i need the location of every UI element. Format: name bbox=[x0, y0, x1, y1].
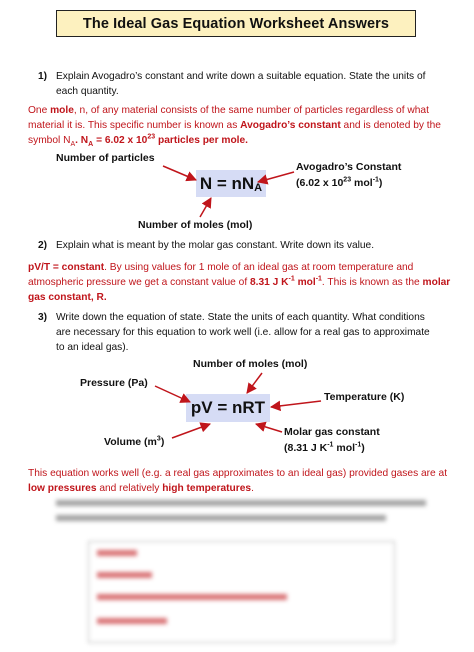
label-avogadro-constant: Avogadro’s Constant bbox=[296, 161, 402, 173]
question-3-line-1: Write down the equation of state. State the units of each quantity. What conditions bbox=[56, 312, 425, 323]
label-number-of-moles-2: Number of moles (mol) bbox=[193, 358, 308, 370]
answer-2-line-2: atmospheric pressure we get a constant value of 8.31 J $K^{-1}$ mol$^{-1}$. This is known as the molar bbox=[28, 275, 451, 288]
arrow-volume bbox=[172, 424, 210, 438]
arrow-pressure bbox=[155, 386, 190, 402]
blurred-question-4-text bbox=[56, 495, 436, 521]
label-pressure: Pressure (Pa) bbox=[80, 377, 148, 389]
answer-3-line-2: low pressures and relatively high temperatures. bbox=[28, 483, 254, 494]
question-1-number: 1) bbox=[38, 71, 48, 82]
question-3-number: 3) bbox=[38, 312, 48, 323]
question-3-line-3: to an ideal gas). bbox=[56, 342, 129, 353]
blurred-question-4-section bbox=[28, 495, 453, 645]
label-molar-gas-constant: Molar gas constant bbox=[284, 426, 380, 438]
label-molar-gas-constant-value: (8.31 J $K^{-1}$ mol$^{-1}$) bbox=[284, 441, 365, 454]
label-number-of-particles: Number of particles bbox=[56, 152, 155, 164]
answer-3-line-1: This equation works well (e.g. a real gas approximates to an ideal gas) provided gases are at bbox=[28, 468, 448, 479]
label-temperature: Temperature (K) bbox=[324, 391, 405, 403]
answer-1-line-1: One mole, n, of any material consists of the same number of particles regardless of what bbox=[28, 105, 429, 116]
blurred-answer-box bbox=[88, 541, 395, 643]
ideal-gas-equation: pV = nRT bbox=[186, 394, 270, 422]
label-avogadro-value: (6.02 x $10^{23}$ mol$^{-1}$) bbox=[296, 176, 383, 189]
label-number-of-moles-1: Number of moles (mol) bbox=[138, 219, 253, 231]
question-2-number: 2) bbox=[38, 240, 48, 251]
arrow-moles-1 bbox=[200, 198, 211, 217]
question-3-line-2: are necessary for this equation to work well (i.e. allow for a real gas to approximate bbox=[56, 327, 430, 338]
arrow-moles-2 bbox=[247, 373, 262, 393]
page-title: The Ideal Gas Equation Worksheet Answers bbox=[82, 15, 390, 32]
answer-1-line-3: symbol $N_A$. $N_A = 6.02$ x $10^{23}$ particles per mole. bbox=[28, 133, 248, 149]
arrow-temperature bbox=[271, 401, 321, 407]
answer-2-line-1: pV/T = constant. By using values for 1 mole of an ideal gas at room temperature and bbox=[28, 262, 414, 273]
question-2-line-1: Explain what is meant by the molar gas constant. Write down its value. bbox=[56, 240, 375, 251]
arrow-avogadro bbox=[258, 172, 294, 182]
arrow-gas-constant bbox=[256, 424, 282, 432]
answer-1-line-2: material it is. This specific number is known as Avogadro’s constant and is denoted by the bbox=[28, 120, 441, 131]
label-volume: Volume $(m^3)$ bbox=[104, 435, 165, 448]
question-1-line-1: Explain Avogadro’s constant and write down a suitable equation. State the units of bbox=[56, 71, 426, 82]
answer-2-line-3: gas constant, R. bbox=[28, 292, 107, 303]
arrow-particles bbox=[163, 166, 196, 180]
question-1-line-2: each quantity. bbox=[56, 86, 119, 97]
avogadro-equation: N = nN $_A$ bbox=[196, 170, 266, 197]
